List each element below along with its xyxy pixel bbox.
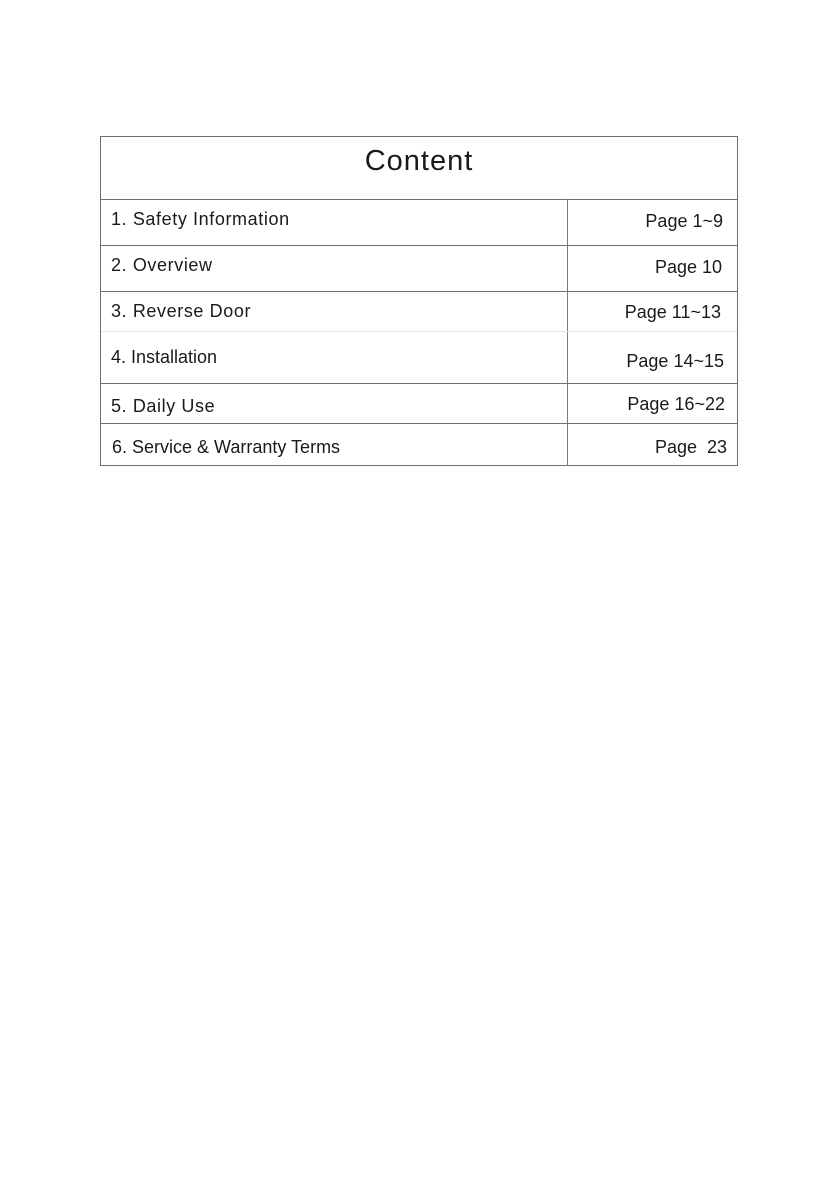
toc-item-page: Page 10 xyxy=(654,257,722,277)
table-of-contents xyxy=(100,136,738,466)
toc-row-safety-information[interactable] xyxy=(101,200,737,246)
toc-header xyxy=(101,137,737,200)
toc-item-label: 4. Installation xyxy=(111,347,218,367)
toc-item-label: 1. Safety Information xyxy=(111,209,290,229)
toc-item-page: Page 16~22 xyxy=(627,394,725,414)
page-title: Content xyxy=(364,145,474,177)
toc-item-page: Page 14~15 xyxy=(626,351,724,371)
toc-item-page: Page 1~9 xyxy=(645,211,723,231)
toc-item-label: 2. Overview xyxy=(111,255,213,275)
toc-item-page: Page 23 xyxy=(654,437,727,457)
toc-item-label: 6. Service & Warranty Terms xyxy=(112,437,341,457)
toc-row-reverse-door[interactable] xyxy=(101,292,737,332)
toc-row-service-warranty-terms[interactable] xyxy=(101,424,737,466)
toc-item-label: 5. Daily Use xyxy=(111,396,216,416)
toc-item-label: 3. Reverse Door xyxy=(111,301,252,321)
toc-row-installation[interactable] xyxy=(101,332,737,384)
toc-row-daily-use[interactable] xyxy=(101,384,737,424)
toc-row-overview[interactable] xyxy=(101,246,737,292)
toc-item-page: Page 11~13 xyxy=(624,302,721,322)
